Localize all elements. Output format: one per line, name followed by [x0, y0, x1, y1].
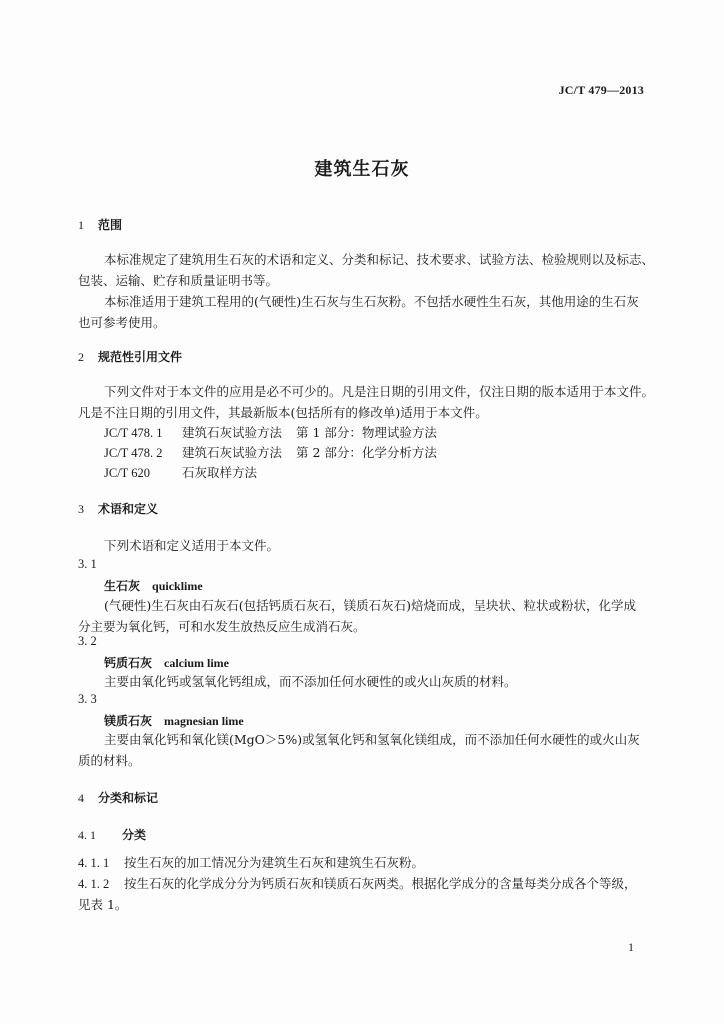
paragraph-line: 主要由氧化钙或氢氧化钙组成，而不添加任何水硬性的或火山灰质的材料。: [104, 674, 517, 689]
clause-number: 4. 1. 2: [78, 877, 110, 891]
term-number: 3. 3: [78, 692, 97, 706]
reference-title: 建筑石灰试验方法: [182, 425, 283, 440]
paragraph-line: 下列文件对于本文件的应用是必不可少的。凡是注日期的引用文件，仅注日期的版本适用于本文件。: [104, 384, 655, 399]
subsection-number: 4. 1: [78, 828, 96, 842]
reference-part: 第 1 部分：物理试验方法: [296, 425, 437, 440]
clause-4-1-1: [78, 852, 424, 874]
paragraph-line: 本标准规定了建筑用生石灰的术语和定义、分类和标记、技术要求、试验方法、检验规则以及标志、: [104, 252, 655, 267]
term-chinese: 镁质石灰: [104, 714, 153, 728]
term-chinese: 生石灰: [104, 579, 141, 593]
page-number: 1: [628, 940, 634, 954]
paragraph-line: 凡是不注日期的引用文件，其最新版本(包括所有的修改单)适用于本文件。: [78, 405, 488, 420]
section-number: 2: [78, 350, 84, 364]
section-number: 4: [78, 791, 84, 805]
section-1-heading: [78, 216, 122, 233]
reference-code: JC/T 478. 1: [104, 426, 163, 440]
paragraph-line: 下列术语和定义适用于本文件。: [104, 538, 280, 553]
standard-code: JC/T 479—2013: [558, 83, 644, 97]
section-title: 规范性引用文件: [98, 350, 183, 364]
term-number: 3. 1: [78, 557, 97, 571]
reference-item: [104, 422, 437, 444]
section-2-heading: [78, 348, 182, 365]
subsection-4-1-heading: [78, 826, 146, 843]
section-3-heading: [78, 500, 158, 517]
term-english: magnesian lime: [164, 714, 244, 728]
section-4-heading: [78, 789, 158, 806]
term-number: 3. 2: [78, 634, 97, 648]
paragraph-line: 分主要为氧化钙，可和水发生放热反应生成消石灰。: [78, 619, 366, 634]
subsection-title: 分类: [122, 828, 147, 842]
reference-code: JC/T 620: [104, 466, 150, 480]
term-entry: [104, 712, 244, 729]
reference-item: [104, 462, 257, 484]
clause-4-1-2: [78, 873, 637, 895]
paragraph-line: 见表 1。: [78, 897, 128, 912]
clause-text: 按生石灰的加工情况分为建筑生石灰和建筑生石灰粉。: [124, 855, 425, 870]
section-title: 术语和定义: [98, 502, 159, 516]
paragraph-line: 本标准适用于建筑工程用的(气硬性)生石灰与生石灰粉。不包括水硬性生石灰，其他用途的生石灰: [104, 294, 639, 309]
paragraph-line: (气硬性)生石灰由石灰石(包括钙质石灰石，镁质石灰石)焙烧而成，呈块状、粒状或粉状，化学成: [104, 598, 637, 613]
document-title: 建筑生石灰: [314, 159, 410, 180]
section-number: 1: [78, 218, 84, 232]
reference-code: JC/T 478. 2: [104, 446, 163, 460]
reference-title: 石灰取样方法: [182, 465, 258, 480]
paragraph-line: 也可参考使用。: [78, 315, 166, 330]
reference-title: 建筑石灰试验方法: [182, 445, 283, 460]
term-entry: [104, 654, 229, 671]
term-english: calcium lime: [164, 656, 229, 670]
paragraph-line: 主要由氧化钙和氧化镁(MgO＞5%)或氢氧化钙和氢氧化镁组成，而不添加任何水硬性的或火山灰: [104, 732, 640, 747]
section-title: 分类和标记: [98, 791, 159, 805]
term-chinese: 钙质石灰: [104, 656, 153, 670]
term-entry: [104, 577, 203, 594]
clause-text: 按生石灰的化学成分分为钙质石灰和镁质石灰两类。根据化学成分的含量每类分成各个等级，: [124, 876, 637, 891]
section-title: 范围: [98, 218, 123, 232]
reference-part: 第 2 部分：化学分析方法: [296, 445, 437, 460]
section-number: 3: [78, 502, 84, 516]
paragraph-line: 质的材料。: [78, 753, 141, 768]
clause-number: 4. 1. 1: [78, 856, 110, 870]
paragraph-line: 包装、运输、贮存和质量证明书等。: [78, 273, 279, 288]
reference-item: [104, 442, 437, 464]
term-english: quicklime: [152, 579, 203, 593]
